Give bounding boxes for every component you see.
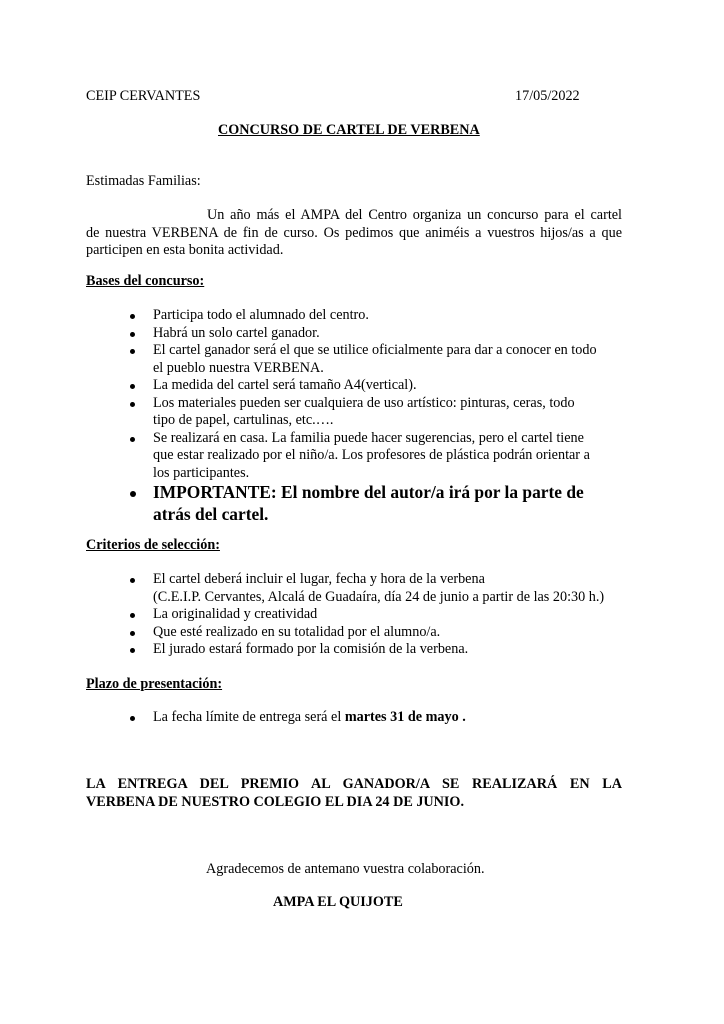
list-item: El cartel ganador será el que se utilice oficialmente para dar a conocer en todo el pueblo nuestra VERBENA. (130, 342, 600, 377)
intro-line-3: participen en esta bonita actividad. (86, 242, 284, 258)
criterios-heading: Criterios de selección: (86, 537, 220, 553)
plazo-deadline: martes 31 de mayo . (344, 709, 466, 725)
bases-list (130, 307, 600, 525)
intro-paragraph (86, 207, 622, 260)
list-item-text: El cartel deberá incluir el lugar, fecha y hora de la verbena (153, 571, 485, 587)
list-item: Los materiales pueden ser cualquiera de uso artístico: pinturas, ceras, todo tipo de papel, cartulinas, etc.…. (130, 395, 600, 430)
intro-line-2: de nuestra VERBENA de fin de curso. Os pedimos que animéis a vuestros hijos/as a que (86, 224, 622, 241)
plazo-text: La fecha límite de entrega será el (153, 709, 345, 725)
school-name: CEIP CERVANTES (86, 88, 201, 104)
announcement-line-2: VERBENA DE NUESTRO COLEGIO EL DIA 24 DE JUNIO. (86, 793, 465, 810)
announcement-line-1: LA ENTREGA DEL PREMIO AL GANADOR/A SE REALIZARÁ EN LA (86, 776, 622, 792)
list-item: La originalidad y creatividad (130, 606, 630, 624)
list-item: El jurado estará formado por la comisión de la verbena. (130, 641, 630, 659)
document-date: 17/05/2022 (515, 88, 580, 104)
list-item: Se realizará en casa. La familia puede hacer sugerencias, pero el cartel tiene que estar realizado por el niño/a. Los profesores de plástica podrán orientar a los participantes. (130, 430, 600, 483)
document-title: CONCURSO DE CARTEL DE VERBENA (218, 122, 480, 138)
list-item: Que esté realizado en su totalidad por el alumno/a. (130, 624, 630, 642)
list-item: Habrá un solo cartel ganador. (130, 325, 600, 343)
criterios-list (130, 571, 630, 659)
intro-line-1: Un año más el AMPA del Centro organiza un concurso para el cartel (207, 207, 622, 223)
list-item (130, 571, 630, 606)
list-item (130, 709, 610, 727)
thanks-text: Agradecemos de antemano vuestra colaboración. (206, 861, 485, 877)
plazo-heading: Plazo de presentación: (86, 676, 223, 692)
plazo-list (130, 709, 610, 727)
announcement (86, 776, 622, 811)
list-item-subtext: (C.E.I.P. Cervantes, Alcalá de Guadaíra, día 24 de junio a partir de las 20:30 h.) (153, 588, 605, 605)
list-item-important: IMPORTANTE: El nombre del autor/a irá por la parte de atrás del cartel. (130, 482, 600, 525)
list-item: Participa todo el alumnado del centro. (130, 307, 600, 325)
signature: AMPA EL QUIJOTE (273, 894, 403, 910)
list-item: La medida del cartel será tamaño A4(vertical). (130, 377, 600, 395)
greeting: Estimadas Familias: (86, 173, 201, 189)
bases-heading: Bases del concurso: (86, 273, 205, 289)
